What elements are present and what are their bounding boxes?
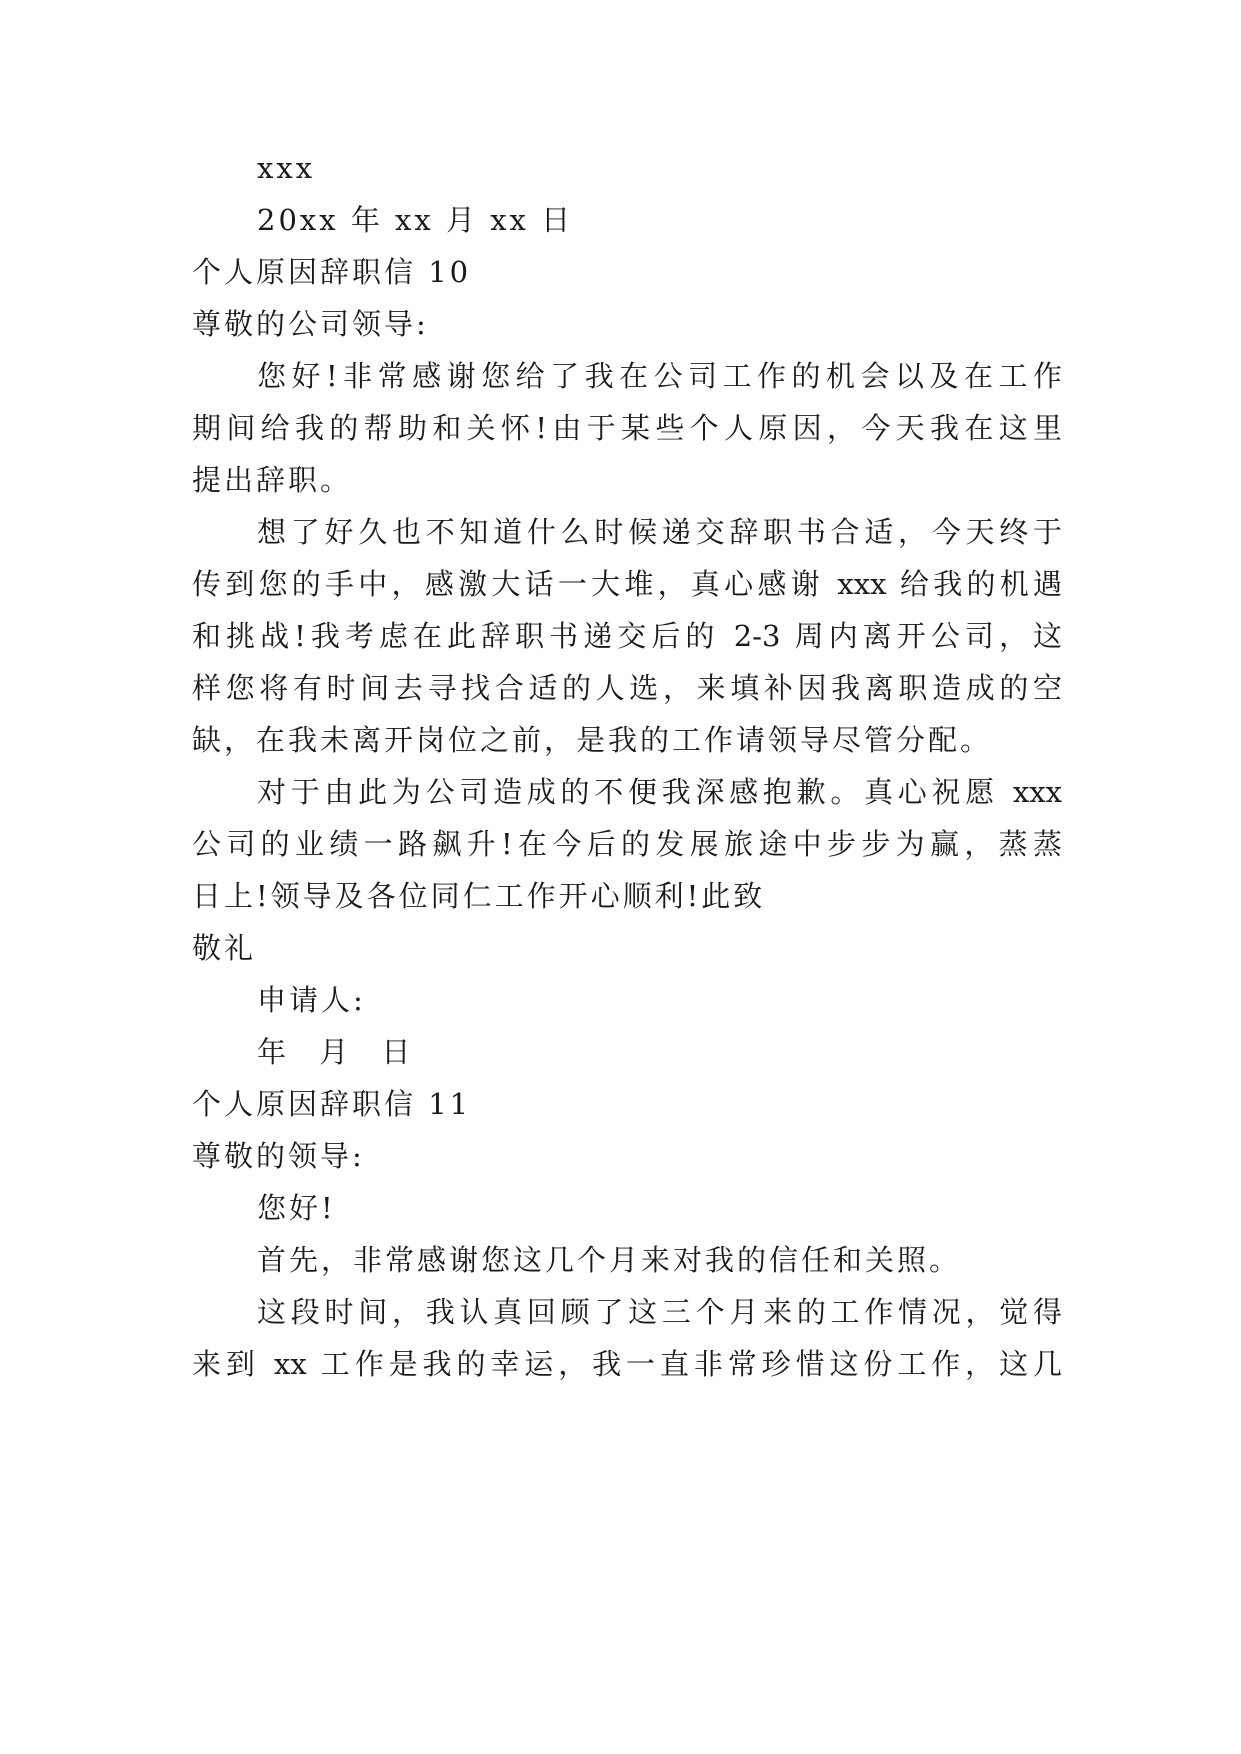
- paragraph-line: 缺，在我未离开岗位之前，是我的工作请领导尽管分配。: [192, 723, 993, 757]
- paragraph-line: 日上!领导及各位同仁工作开心顺利!此致: [192, 879, 766, 913]
- date-blank: 年 月 日: [257, 1035, 423, 1069]
- paragraph-line: 来到 xx 工作是我的幸运，我一直非常珍惜这份工作，这几: [192, 1347, 1062, 1381]
- salutation: 尊敬的领导:: [192, 1139, 365, 1173]
- signature-date: 20xx 年 xx 月 xx 日: [257, 203, 574, 237]
- letter-title: 个人原因辞职信 11: [192, 1087, 472, 1121]
- paragraph-line: 传到您的手中，感激大话一大堆，真心感谢 xxx 给我的机遇: [192, 567, 1062, 601]
- paragraph-line: 对于由此为公司造成的不便我深感抱歉。真心祝愿 xxx: [257, 775, 1062, 809]
- paragraph-line: 期间给我的帮助和关怀!由于某些个人原因，今天我在这里: [192, 411, 1062, 445]
- closing: 敬礼: [192, 931, 257, 965]
- paragraph-line: 和挑战!我考虑在此辞职书递交后的 2-3 周内离开公司，这: [192, 619, 1062, 653]
- paragraph-line: 样您将有时间去寻找合适的人选，来填补因我离职造成的空: [192, 671, 1062, 705]
- letter-title: 个人原因辞职信 10: [192, 255, 472, 289]
- paragraph-line: 首先，非常感谢您这几个月来对我的信任和关照。: [257, 1243, 962, 1277]
- paragraph-line: 公司的业绩一路飙升!在今后的发展旅途中步步为赢，蒸蒸: [192, 827, 1062, 861]
- paragraph-line: 想了好久也不知道什么时候递交辞职书合适，今天终于: [257, 515, 1062, 549]
- paragraph-line: 这段时间，我认真回顾了这三个月来的工作情况，觉得: [257, 1295, 1062, 1329]
- signature-name: xxx: [257, 151, 316, 185]
- paragraph-line: 您好!非常感谢您给了我在公司工作的机会以及在工作: [257, 359, 1062, 393]
- greeting: 您好!: [257, 1191, 336, 1225]
- salutation: 尊敬的公司领导:: [192, 307, 429, 341]
- paragraph-line: 提出辞职。: [192, 463, 353, 497]
- applicant-label: 申请人:: [257, 983, 366, 1017]
